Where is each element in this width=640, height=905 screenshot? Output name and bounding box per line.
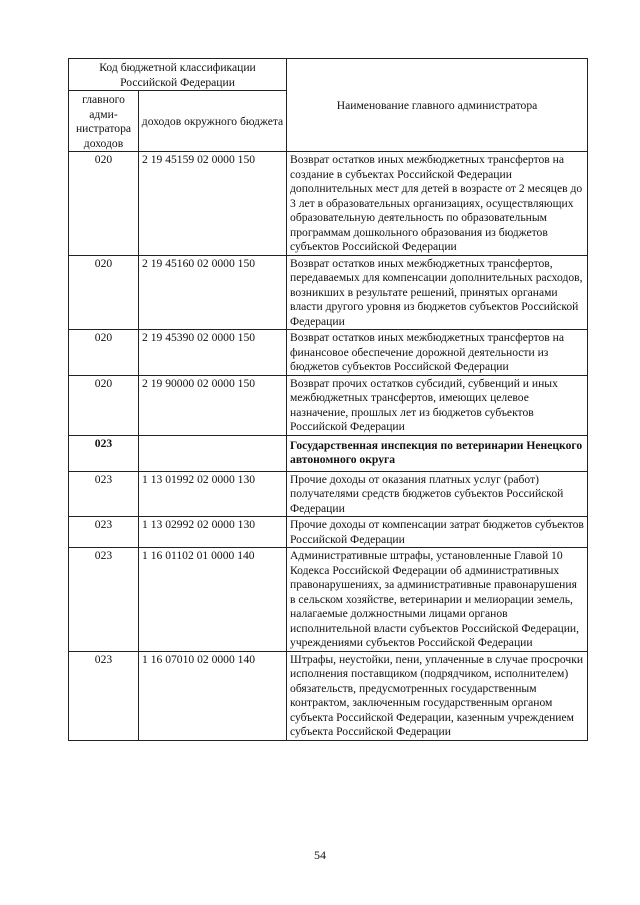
income-code-cell: 1 16 01102 01 0000 140 <box>139 548 287 652</box>
admin-code-cell: 020 <box>69 375 139 435</box>
income-code-cell: 2 19 90000 02 0000 150 <box>139 375 287 435</box>
table-row <box>69 651 588 740</box>
admin-code-cell: 020 <box>69 330 139 376</box>
admin-name-cell: Возврат остатков иных межбюджетных трансфертов на создание в субъектах Российской Федерации дополнительных мест для детей в возрасте от 2 месяцев до 3 лет в образовательных организациях, осуществляющих образовательную деятельность по образовательным программам дошкольного образования из бюджетов субъектов Российской Федерации <box>287 152 588 256</box>
admin-name-cell: Административные штрафы, установленные Главой 10 Кодекса Российской Федерации об административных правонарушениях, за административные правонарушения в сельском хозяйстве, ветеринарии и мелиорации земель, налагаемые должностными лицами органов исполнительной власти субъектов Российской Федерации, учреждениями субъектов Российской Федерации <box>287 548 588 652</box>
income-administrators-table <box>68 58 588 741</box>
header-row-top <box>69 59 588 91</box>
admin-code-cell: 020 <box>69 152 139 256</box>
admin-name-header: Наименование главного администратора <box>287 59 588 152</box>
admin-name-cell: Прочие доходы от компенсации затрат бюджетов субъектов Российской Федерации <box>287 517 588 548</box>
table-row <box>69 255 588 330</box>
table-row <box>69 471 588 517</box>
income-code-cell <box>139 435 287 471</box>
income-code-cell: 1 16 07010 02 0000 140 <box>139 651 287 740</box>
page-number: 54 <box>314 848 326 862</box>
table-row <box>69 330 588 376</box>
income-code-cell: 1 13 01992 02 0000 130 <box>139 471 287 517</box>
table-row <box>69 152 588 256</box>
admin-code-cell: 023 <box>69 471 139 517</box>
admin-name-cell: Штрафы, неустойки, пени, уплаченные в случае просрочки исполнения поставщиком (подрядчиком, исполнителем) обязательств, предусмотренных государственным контрактом, заключенным государственным органом субъекта Российской Федерации, казенным учреждением субъекта Российской Федерации <box>287 651 588 740</box>
chief-admin-header: главного адми-нистратора доходов <box>69 91 139 152</box>
admin-name-cell: Прочие доходы от оказания платных услуг (работ) получателями средств бюджетов субъектов Российской Федерации <box>287 471 588 517</box>
budget-classification-header: Код бюджетной классификации Российской Федерации <box>69 59 287 91</box>
table-row <box>69 548 588 652</box>
admin-code-cell: 023 <box>69 651 139 740</box>
admin-title-cell: Государственная инспекция по ветеринарии Ненецкого автономного округа <box>287 435 588 471</box>
admin-name-cell: Возврат остатков иных межбюджетных трансфертов на финансовое обеспечение дорожной деятельности из бюджетов субъектов Российской Федерации <box>287 330 588 376</box>
district-income-header: доходов окружного бюджета <box>139 91 287 152</box>
section-header-row <box>69 435 588 471</box>
admin-code-cell: 023 <box>69 548 139 652</box>
admin-code-cell: 020 <box>69 255 139 330</box>
admin-code-cell: 023 <box>69 517 139 548</box>
admin-name-cell: Возврат остатков иных межбюджетных трансфертов, передаваемых для компенсации дополнительных расходов, возникших в результате решений, принятых органами власти другого уровня из бюджетов субъектов Российской Федерации <box>287 255 588 330</box>
table-row <box>69 517 588 548</box>
table-row <box>69 375 588 435</box>
income-code-cell: 2 19 45159 02 0000 150 <box>139 152 287 256</box>
admin-name-cell: Возврат прочих остатков субсидий, субвенций и иных межбюджетных трансфертов, имеющих целевое назначение, прошлых лет из бюджетов субъектов Российской Федерации <box>287 375 588 435</box>
income-code-cell: 2 19 45160 02 0000 150 <box>139 255 287 330</box>
income-code-cell: 1 13 02992 02 0000 130 <box>139 517 287 548</box>
income-code-cell: 2 19 45390 02 0000 150 <box>139 330 287 376</box>
admin-code-cell: 023 <box>69 435 139 471</box>
